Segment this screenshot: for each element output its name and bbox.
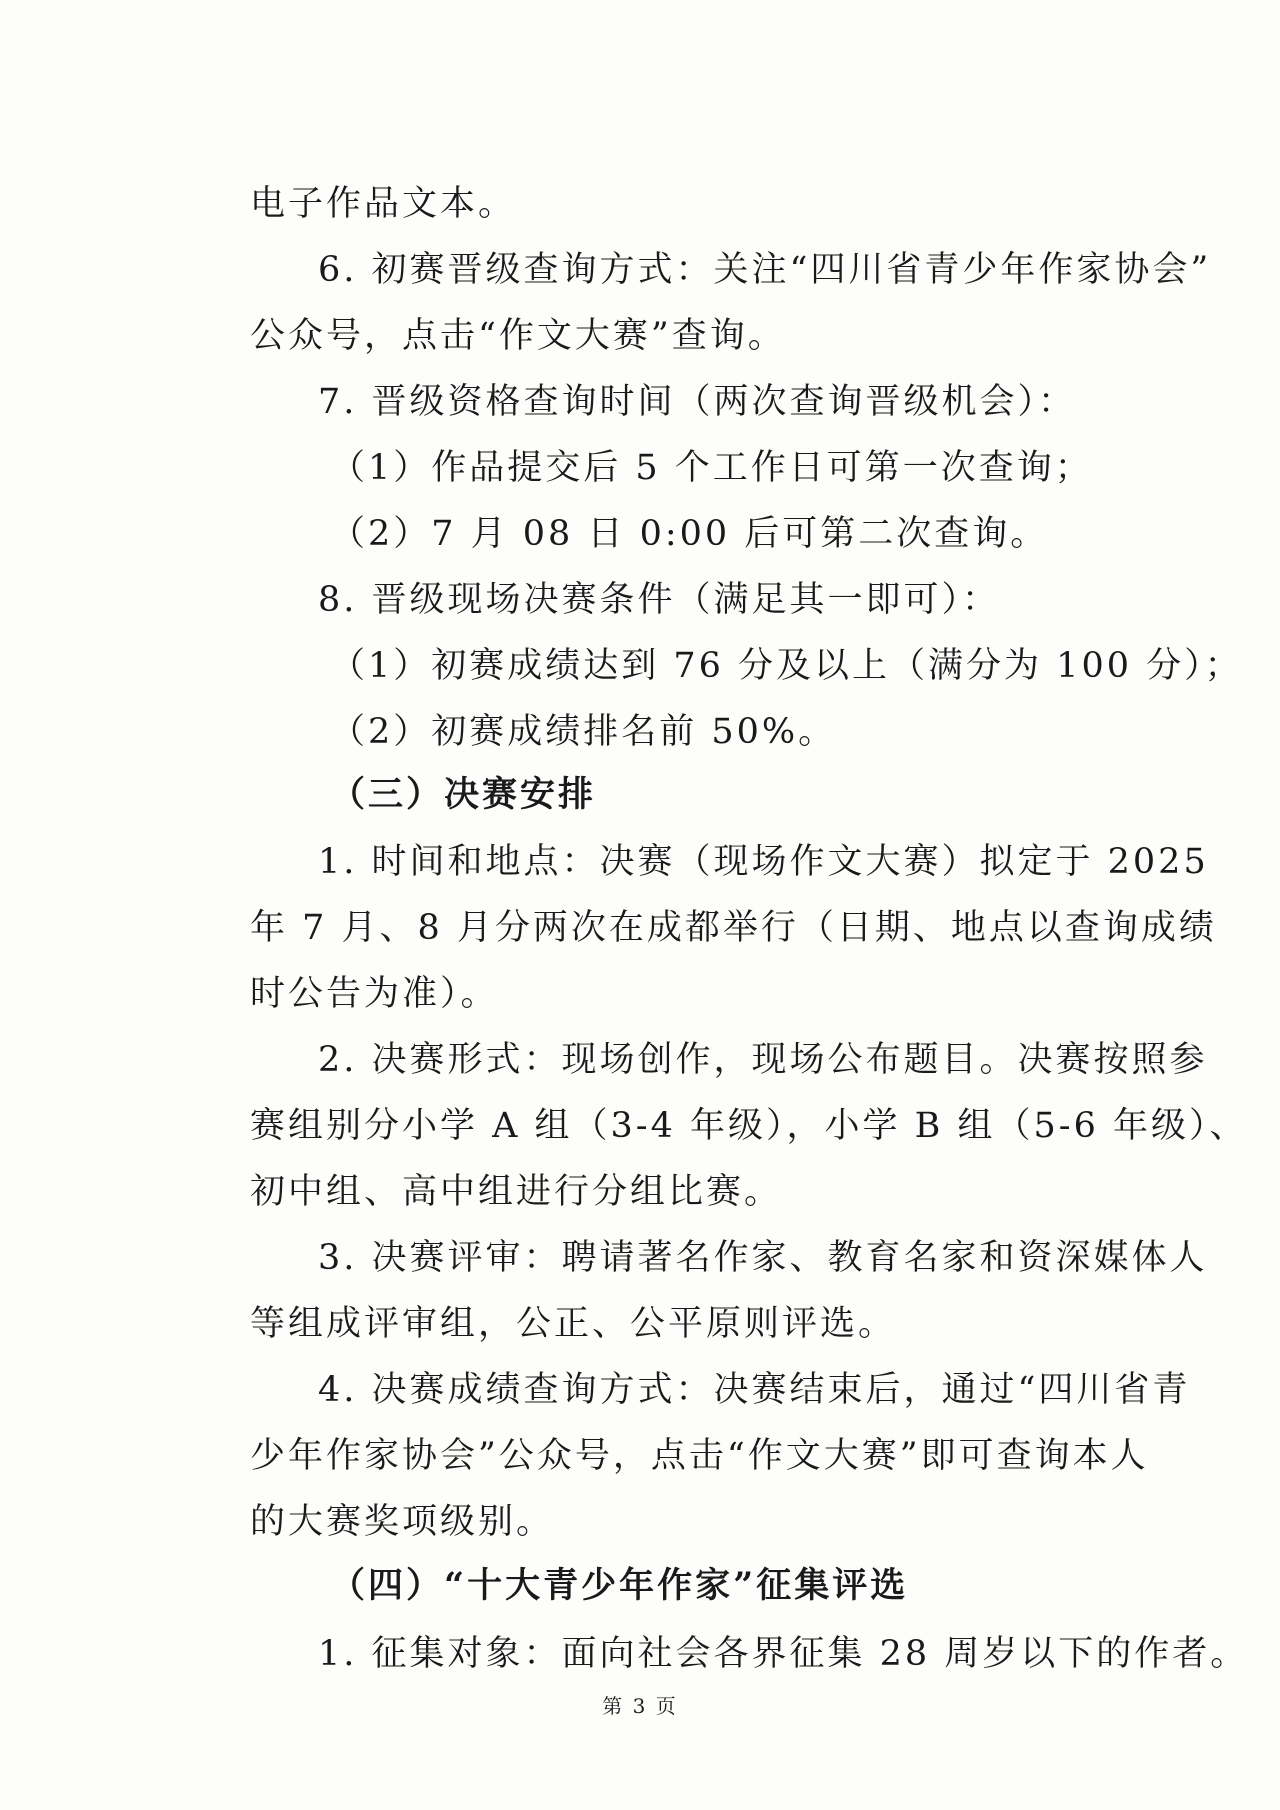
page-number: 第 3 页 bbox=[602, 1694, 678, 1718]
text-line: 4. 决赛成绩查询方式：决赛结束后，通过“四川省青 bbox=[318, 1370, 1191, 1410]
text-line: 等组成评审组，公正、公平原则评选。 bbox=[250, 1304, 897, 1344]
text-line: （1）初赛成绩达到 76 分及以上（满分为 100 分）； bbox=[330, 646, 1243, 686]
text-line: 公众号，点击“作文大赛”查询。 bbox=[250, 316, 786, 356]
text-line: 赛组别分小学 A 组（3-4 年级），小学 B 组（5-6 年级）、 bbox=[250, 1106, 1248, 1146]
text-line: 7. 晋级资格查询时间（两次查询晋级机会）： bbox=[318, 382, 1077, 422]
text-line: 的大赛奖项级别。 bbox=[250, 1502, 555, 1542]
text-line: 年 7 月、8 月分两次在成都举行（日期、地点以查询成绩 bbox=[250, 908, 1217, 948]
text-line: 时公告为准）。 bbox=[250, 974, 499, 1014]
text-line: 1. 征集对象：面向社会各界征集 28 周岁以下的作者。 bbox=[318, 1634, 1249, 1674]
text-line: 初中组、高中组进行分组比赛。 bbox=[250, 1172, 783, 1212]
text-line: （2）7 月 08 日 0:00 后可第二次查询。 bbox=[330, 514, 1049, 554]
text-line: （2）初赛成绩排名前 50%。 bbox=[330, 712, 837, 752]
section-heading: （三）决赛安排 bbox=[330, 774, 597, 815]
text-line: 电子作品文本。 bbox=[250, 184, 517, 224]
text-line: 3. 决赛评审：聘请著名作家、教育名家和资深媒体人 bbox=[318, 1238, 1208, 1278]
text-line: 1. 时间和地点：决赛（现场作文大赛）拟定于 2025 bbox=[318, 842, 1209, 882]
text-line: （1）作品提交后 5 个工作日可第一次查询； bbox=[330, 448, 1093, 488]
text-line: 8. 晋级现场决赛条件（满足其一即可）： bbox=[318, 580, 1001, 620]
text-line: 2. 决赛形式：现场创作，现场公布题目。决赛按照参 bbox=[318, 1040, 1208, 1080]
text-line: 少年作家协会”公众号，点击“作文大赛”即可查询本人 bbox=[250, 1436, 1149, 1476]
text-line: 6. 初赛晋级查询方式：关注“四川省青少年作家协会” bbox=[318, 250, 1212, 290]
section-heading: （四）“十大青少年作家”征集评选 bbox=[330, 1565, 909, 1606]
